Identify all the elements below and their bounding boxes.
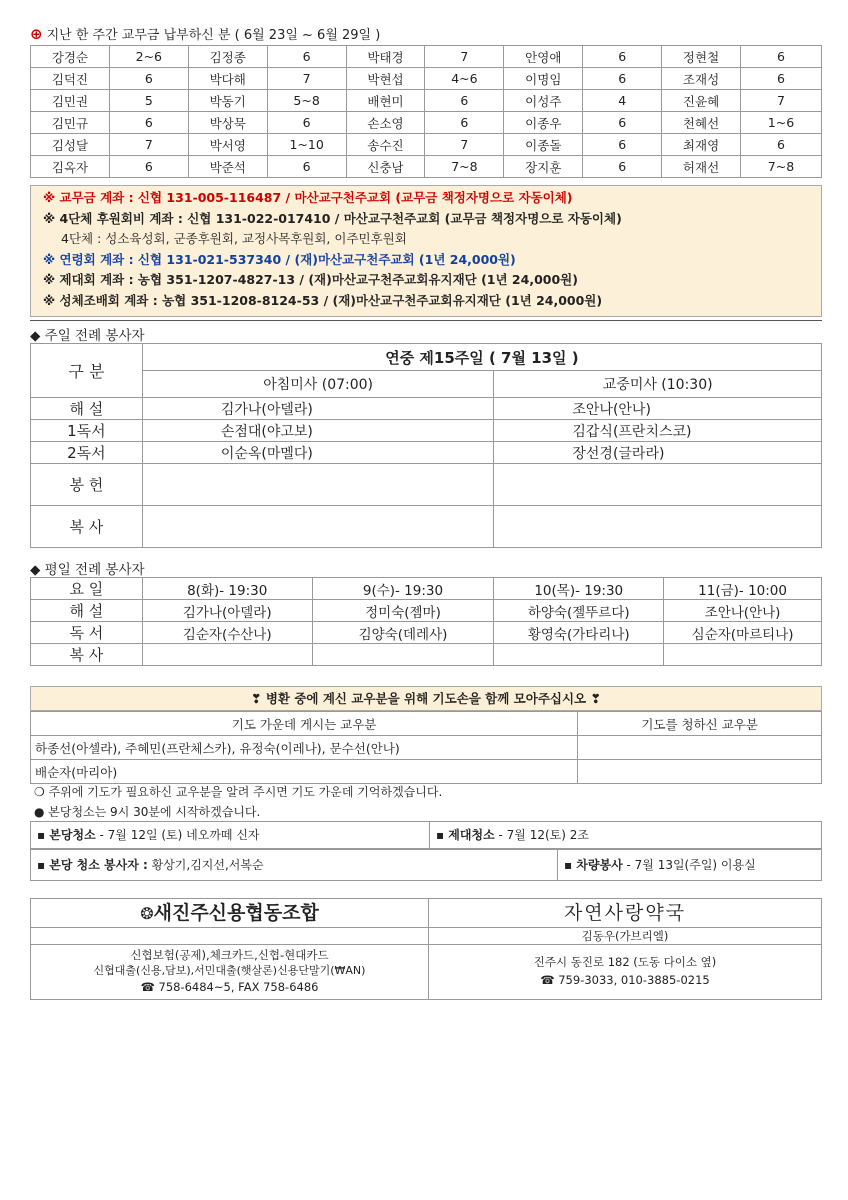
dues-name: 박서영: [188, 134, 267, 156]
sunday-main-server: 조안나(안나): [494, 398, 822, 420]
prayer-row-empty: [578, 760, 822, 784]
gubun-cell: 구 분: [31, 344, 143, 398]
weekday-cell: 9(수)- 19:30: [312, 578, 494, 600]
credit-union-name: ❂새진주신용협동조합: [31, 899, 428, 928]
dues-month: 7: [425, 46, 504, 68]
dues-month: 6: [109, 68, 188, 90]
weekday-row: [31, 644, 822, 666]
dues-month: 6: [740, 46, 821, 68]
weekday-liturgy-table: [30, 577, 822, 666]
mass-main-header: 교중미사 (10:30): [494, 371, 822, 398]
prayer-row: 배순자(마리아): [31, 760, 578, 784]
dues-month: 6: [109, 156, 188, 178]
dues-month: 5: [109, 90, 188, 112]
bank-line-altar: ※ 제대회 계좌 : 농협 351-1207-4827-13 / (재)마산교구천주교회유지재단 (1년 24,000원): [43, 272, 578, 287]
bank-line-adoration: ※ 성체조배회 계좌 : 농협 351-1208-8124-53 / (재)마산교구천주교회유지재단 (1년 24,000원): [43, 292, 603, 308]
dues-month: 5~8: [267, 90, 346, 112]
credit-union-l1: 신협보험(공제),체크카드,신협-현대카드: [130, 948, 329, 962]
dues-name: 허재선: [662, 156, 741, 178]
credit-union-logo-icon: ❂: [140, 904, 154, 923]
dues-month: 4: [583, 90, 662, 112]
dues-name: 박현섭: [346, 68, 425, 90]
divider: [30, 320, 822, 321]
weekday-cell: 김양숙(데레사): [312, 622, 494, 644]
bank-line-support: ※ 4단체 후원회비 계좌 : 신협 131-022-017410 / 마산교구천주교회 (교무금 책정자명으로 자동이체): [43, 210, 622, 226]
sunday-role: 봉 헌: [31, 464, 143, 506]
prayer-row: 하종선(아셀라), 주혜민(프란체스카), 유정숙(이레나), 문수선(안나): [31, 736, 578, 760]
dues-month: 6: [267, 46, 346, 68]
cleaning-parish-box: ▪ 본당청소 - 7월 12일 (토) 네오까떼 신자: [30, 821, 430, 849]
dues-title: ⊕ 지난 한 주간 교무금 납부하신 분 ( 6월 23일 ~ 6월 29일 ): [30, 25, 381, 43]
weekday-role: 해 설: [31, 600, 143, 622]
dues-month: 6: [740, 134, 821, 156]
vehicle-service-box: ▪ 차량봉사 - 7월 13일(주일) 이용실: [557, 849, 822, 881]
weekday-role: 독 서: [31, 622, 143, 644]
dues-name: 박준석: [188, 156, 267, 178]
weekday-cell: [494, 644, 664, 666]
weekday-row: [31, 600, 822, 622]
dues-row: [31, 112, 822, 134]
dues-month: 6: [583, 68, 662, 90]
prayer-col-sick: 기도 가운데 게시는 교우분: [31, 712, 578, 736]
credit-union-tel: ☎ 758-6484~5, FAX 758-6486: [140, 980, 319, 994]
dues-name: 김덕진: [31, 68, 110, 90]
dues-name: 박다해: [188, 68, 267, 90]
dues-month: 1~6: [740, 112, 821, 134]
prayer-table: [30, 711, 822, 784]
bank-line-yeonryeong: ※ 연령회 계좌 : 신협 131-021-537340 / (재)마산교구천주교회 (1년 24,000원): [43, 251, 516, 267]
dues-name: 조재성: [662, 68, 741, 90]
sunday-main-server: [494, 464, 822, 506]
pharmacy-owner: 김동우(가브리엘): [429, 928, 821, 945]
sunday-heading: 연중 제15주일 ( 7월 13일 ): [142, 344, 821, 371]
dues-month: 7: [425, 134, 504, 156]
dues-name: 송수진: [346, 134, 425, 156]
sunday-morning-server: [142, 506, 494, 548]
dues-name: 김옥자: [31, 156, 110, 178]
dues-name: 김성달: [31, 134, 110, 156]
dues-name: 박상묵: [188, 112, 267, 134]
dues-name: 진윤혜: [662, 90, 741, 112]
dues-month: 1~10: [267, 134, 346, 156]
dues-name: 이명임: [504, 68, 583, 90]
dues-month: 6: [583, 156, 662, 178]
dues-month: 4~6: [425, 68, 504, 90]
dues-row: [31, 156, 822, 178]
dues-month: 7: [109, 134, 188, 156]
dues-month: 6: [425, 90, 504, 112]
dues-month: 6: [583, 112, 662, 134]
sunday-main-server: 장선경(글라라): [494, 442, 822, 464]
plus-circle-icon: ⊕: [30, 25, 43, 43]
dues-name: 장지훈: [504, 156, 583, 178]
pharmacy-name: 자연사랑약국: [429, 899, 821, 928]
sunday-main-server: [494, 506, 822, 548]
dues-name: 이종돌: [504, 134, 583, 156]
weekday-cell: 김순자(수산나): [142, 622, 312, 644]
dues-name: 강경순: [31, 46, 110, 68]
sunday-liturgy-table: [30, 343, 822, 548]
dues-name: 김민권: [31, 90, 110, 112]
weekday-cell: [664, 644, 822, 666]
prayer-note: ❍ 주위에 기도가 필요하신 교우분을 알려 주시면 기도 가운데 기억하겠습니다.: [34, 785, 443, 799]
sunday-role: 1독서: [31, 420, 143, 442]
sunday-role: 복 사: [31, 506, 143, 548]
weekday-cell: 황영숙(가타리나): [494, 622, 664, 644]
dues-row: [31, 134, 822, 156]
sunday-row: [31, 420, 822, 442]
dues-month: 2~6: [109, 46, 188, 68]
prayer-row-empty: [578, 736, 822, 760]
pharmacy-tel: ☎ 759-3033, 010-3885-0215: [540, 973, 710, 987]
dues-month: 7: [267, 68, 346, 90]
dues-name: 천혜선: [662, 112, 741, 134]
weekday-role: 요 일: [31, 578, 143, 600]
sunday-row: [31, 398, 822, 420]
dues-name: 정현철: [662, 46, 741, 68]
dues-name: 박동기: [188, 90, 267, 112]
dues-row: [31, 68, 822, 90]
weekday-cell: 김가나(아델라): [142, 600, 312, 622]
sunday-row: [31, 442, 822, 464]
dues-name: 이종우: [504, 112, 583, 134]
dues-row: [31, 46, 822, 68]
dues-month: 6: [109, 112, 188, 134]
cleaning-volunteers-box: ▪ 본당 청소 봉사자 : 황상기,김지선,서복순: [30, 849, 558, 881]
dues-month: 6: [267, 112, 346, 134]
sunday-morning-server: 이순옥(마멜다): [142, 442, 494, 464]
weekday-cell: 조안나(안나): [664, 600, 822, 622]
dues-name: 최재영: [662, 134, 741, 156]
sunday-morning-server: [142, 464, 494, 506]
sunday-section-title: ◆ 주일 전례 봉사자: [30, 328, 145, 344]
weekday-cell: 10(목)- 19:30: [494, 578, 664, 600]
weekday-cell: 정미숙(젬마): [312, 600, 494, 622]
sunday-row: [31, 464, 822, 506]
dues-month: 6: [583, 134, 662, 156]
dues-month: 6: [740, 68, 821, 90]
dues-month: 6: [583, 46, 662, 68]
cleaning-note: ● 본당청소는 9시 30분에 시작하겠습니다.: [34, 805, 261, 819]
weekday-role: 복 사: [31, 644, 143, 666]
dues-name: 손소영: [346, 112, 425, 134]
dues-name: 박태경: [346, 46, 425, 68]
sunday-role: 2독서: [31, 442, 143, 464]
dues-row: [31, 90, 822, 112]
dues-month: 6: [425, 112, 504, 134]
weekday-section-title: ◆ 평일 전례 봉사자: [30, 562, 145, 578]
dues-month: 6: [267, 156, 346, 178]
weekday-cell: 하양숙(젤뚜르다): [494, 600, 664, 622]
weekday-cell: [312, 644, 494, 666]
weekday-cell: 11(금)- 10:00: [664, 578, 822, 600]
bank-accounts: [30, 185, 822, 317]
pharmacy-address: 진주시 동진로 182 (도동 다이소 옆): [533, 955, 717, 969]
dues-month: 7~8: [740, 156, 821, 178]
weekday-header-row: [31, 578, 822, 600]
sunday-role: 해 설: [31, 398, 143, 420]
cleaning-altar-box: ▪ 제대청소 - 7월 12(토) 2조: [429, 821, 822, 849]
mass-morning-header: 아침미사 (07:00): [142, 371, 494, 398]
weekday-cell: [142, 644, 312, 666]
dues-name: 김정종: [188, 46, 267, 68]
sunday-row: [31, 506, 822, 548]
prayer-col-request: 기도를 청하신 교우분: [578, 712, 822, 736]
sunday-main-server: 김갑식(프란치스코): [494, 420, 822, 442]
weekday-cell: 8(화)- 19:30: [142, 578, 312, 600]
prayer-heading: ❣ 병환 중에 계신 교우분을 위해 기도손을 함께 모아주십시오 ❣: [30, 686, 822, 711]
dues-name: 김민규: [31, 112, 110, 134]
sunday-morning-server: 손점대(야고보): [142, 420, 494, 442]
dues-name: 이성주: [504, 90, 583, 112]
dues-table: [30, 45, 822, 178]
dues-month: 7: [740, 90, 821, 112]
credit-union-l2: 신협대출(신용,담보),서민대출(햇살론)신용단말기(₩AN): [93, 964, 366, 977]
weekday-cell: 심순자(마르티나): [664, 622, 822, 644]
dues-name: 안영애: [504, 46, 583, 68]
dues-month: 7~8: [425, 156, 504, 178]
bank-line-groups: 4단체 : 성소육성회, 군종후원회, 교정사목후원회, 이주민후원회: [61, 231, 407, 246]
dues-name: 배현미: [346, 90, 425, 112]
dues-name: 신충남: [346, 156, 425, 178]
weekday-row: [31, 622, 822, 644]
bank-line-dues: ※ 교무금 계좌 : 신협 131-005-116487 / 마산교구천주교회 (교무금 책정자명으로 자동이체): [43, 190, 573, 205]
sunday-morning-server: 김가나(아델라): [142, 398, 494, 420]
credit-union-ad: [30, 898, 429, 1000]
pharmacy-ad: [428, 898, 822, 1000]
